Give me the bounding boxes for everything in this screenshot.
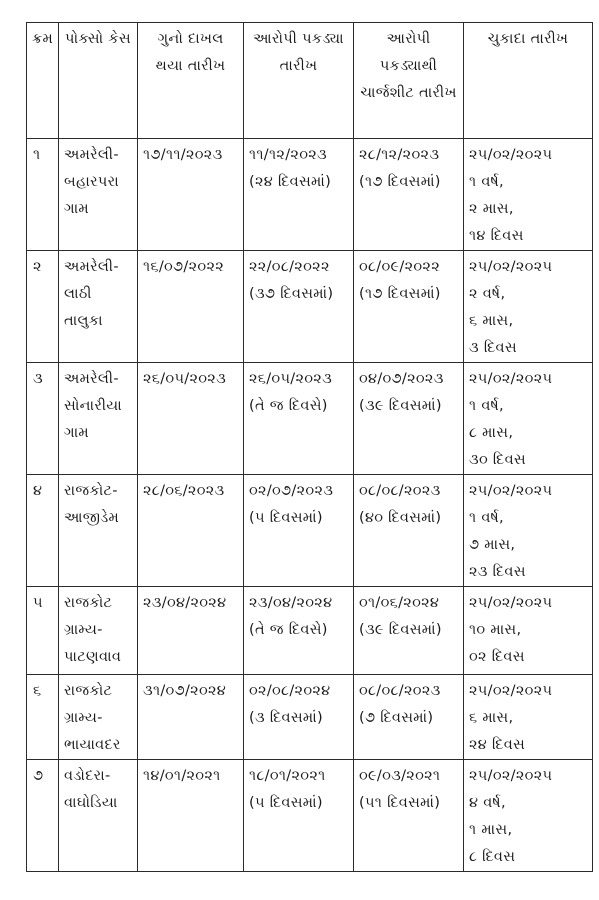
case-line: તાલુકા <box>64 313 103 329</box>
verdict-date: ૨૫/૦૨/૨૦૨૫ <box>469 483 553 499</box>
case-line: ગ્રામ્ય- <box>64 710 103 726</box>
arrest-note: (૫ દિવસમાં) <box>249 510 323 526</box>
verdict-cell <box>464 139 593 251</box>
verdict-years: ૧ વર્ષ, <box>469 398 504 414</box>
header-row <box>27 23 593 139</box>
filing-date-cell: ૧૬/૦૭/૨૦૨૨ <box>138 251 244 363</box>
verdict-cell <box>464 475 593 587</box>
arrest-note: (૩૭ દિવસમાં) <box>249 286 334 302</box>
verdict-months: ૧૦ માસ, <box>469 622 522 638</box>
verdict-months: ૨ માસ, <box>469 201 514 217</box>
chargesheet-date-cell <box>354 675 464 760</box>
case-line: ભાયાવદર <box>64 737 121 753</box>
verdict-days: ૩૦ દિવસ <box>469 452 526 468</box>
chargesheet-date-cell <box>354 363 464 475</box>
filing-date-cell: ૧૭/૧૧/૨૦૨૩ <box>138 139 244 251</box>
verdict-days: ૮ દિવસ <box>469 849 516 865</box>
arrest-date-cell <box>244 587 354 675</box>
case-line: ગામ <box>64 201 89 217</box>
case-line: ગ્રામ્ય- <box>64 622 103 638</box>
arrest-date: ૨૬/૦૫/૨૦૨૩ <box>249 371 333 387</box>
table-row <box>27 251 593 363</box>
case-cell <box>59 760 138 872</box>
pocso-cases-table <box>26 22 593 872</box>
case-line: રાજકોટ <box>64 595 113 611</box>
case-line: ગામ <box>64 425 89 441</box>
arrest-note: (૨૪ દિવસમાં) <box>249 174 332 190</box>
chargesheet-date-cell <box>354 475 464 587</box>
verdict-months: ૧ માસ, <box>469 822 513 838</box>
case-cell <box>59 139 138 251</box>
chargesheet-note: (૩૯ દિવસમાં) <box>359 398 442 414</box>
chargesheet-date-cell <box>354 139 464 251</box>
serial-cell: ૭ <box>27 760 59 872</box>
table-row <box>27 675 593 760</box>
case-line: અમરેલી- <box>64 259 119 275</box>
serial-cell: ૨ <box>27 251 59 363</box>
filing-date-cell: ૨૬/૦૫/૨૦૨૩ <box>138 363 244 475</box>
verdict-months: ૬ માસ, <box>469 710 514 726</box>
verdict-days: ૨૪ દિવસ <box>469 737 526 753</box>
case-line: વાઘોડિયા <box>64 795 118 811</box>
chargesheet-note: (૩૯ દિવસમાં) <box>359 622 442 638</box>
verdict-days: ૧૪ દિવસ <box>469 228 524 244</box>
arrest-date-cell <box>244 251 354 363</box>
arrest-date-cell <box>244 475 354 587</box>
verdict-cell <box>464 760 593 872</box>
serial-cell: ૫ <box>27 587 59 675</box>
case-line: અમરેલી- <box>64 371 119 387</box>
arrest-date: ૨૩/૦૪/૨૦૨૪ <box>249 595 333 611</box>
verdict-date: ૨૫/૦૨/૨૦૨૫ <box>469 259 553 275</box>
arrest-date: ૦૨/૦૮/૨૦૨૪ <box>249 683 331 699</box>
arrest-note: (૩ દિવસમાં) <box>249 710 323 726</box>
case-line: લાઠી <box>64 286 92 302</box>
header-arrest-date: આરોપી પકડ્યા તારીખ <box>244 23 354 139</box>
verdict-date: ૨૫/૦૨/૨૦૨૫ <box>469 147 553 163</box>
filing-date-cell: ૩૧/૦૭/૨૦૨૪ <box>138 675 244 760</box>
table-row <box>27 760 593 872</box>
case-cell <box>59 675 138 760</box>
verdict-cell <box>464 675 593 760</box>
verdict-years: ૧ વર્ષ, <box>469 174 504 190</box>
chargesheet-date: ૦૪/૦૭/૨૦૨૩ <box>359 371 444 387</box>
table-row <box>27 475 593 587</box>
verdict-date: ૨૫/૦૨/૨૦૨૫ <box>469 595 553 611</box>
case-line: વડોદરા- <box>64 768 111 784</box>
verdict-date: ૨૫/૦૨/૨૦૨૫ <box>469 683 553 699</box>
case-line: રાજકોટ <box>64 683 113 699</box>
arrest-date-cell <box>244 363 354 475</box>
header-pocso-case: પોક્સો કેસ <box>59 23 138 139</box>
chargesheet-note: (૪૦ દિવસમાં) <box>359 510 442 526</box>
verdict-years: ૪ વર્ષ, <box>469 795 506 811</box>
arrest-date: ૦૨/૦૭/૨૦૨૩ <box>249 483 334 499</box>
arrest-date: ૧૧/૧૨/૨૦૨૩ <box>249 147 328 163</box>
case-line: આજીડેમ <box>64 510 120 526</box>
case-line: અમરેલી- <box>64 147 119 163</box>
table-row <box>27 587 593 675</box>
chargesheet-date-cell <box>354 587 464 675</box>
case-line: બહારપરા <box>64 174 119 190</box>
verdict-cell <box>464 587 593 675</box>
verdict-cell <box>464 251 593 363</box>
serial-cell: ૧ <box>27 139 59 251</box>
case-cell <box>59 363 138 475</box>
case-line: રાજકોટ- <box>64 483 118 499</box>
chargesheet-note: (૧૭ દિવસમાં) <box>359 174 441 190</box>
chargesheet-date-cell <box>354 251 464 363</box>
chargesheet-date: ૦૧/૦૬/૨૦૨૪ <box>359 595 440 611</box>
chargesheet-date: ૦૮/૦૮/૨૦૨૩ <box>359 483 441 499</box>
filing-date-cell: ૨૮/૦૬/૨૦૨૩ <box>138 475 244 587</box>
verdict-months: ૮ માસ, <box>469 425 514 441</box>
verdict-cell <box>464 363 593 475</box>
verdict-date: ૨૫/૦૨/૨૦૨૫ <box>469 768 553 784</box>
case-line: પાટણવાવ <box>64 649 122 665</box>
arrest-note: (તે જ દિવસે) <box>249 622 328 638</box>
arrest-note: (તે જ દિવસે) <box>249 398 328 414</box>
case-line: સોનારીયા <box>64 398 122 414</box>
chargesheet-note: (૭ દિવસમાં) <box>359 710 434 726</box>
header-serial: ક્રમ <box>27 23 59 139</box>
verdict-years: ૨ વર્ષ, <box>469 286 506 302</box>
chargesheet-date: ૦૮/૦૯/૨૦૨૨ <box>359 259 441 275</box>
arrest-date: ૨૨/૦૮/૨૦૨૨ <box>249 259 330 275</box>
serial-cell: ૩ <box>27 363 59 475</box>
arrest-date-cell <box>244 760 354 872</box>
chargesheet-date: ૦૮/૦૮/૨૦૨૩ <box>359 683 441 699</box>
chargesheet-date: ૦૯/૦૩/૨૦૨૧ <box>359 768 441 784</box>
case-cell <box>59 587 138 675</box>
chargesheet-date: ૨૮/૧૨/૨૦૨૩ <box>359 147 440 163</box>
header-filing-date: ગુનો દાખલ થયા તારીખ <box>138 23 244 139</box>
header-verdict-date: ચુકાદા તારીખ <box>464 23 593 139</box>
verdict-days: ૦૨ દિવસ <box>469 649 525 665</box>
table-row <box>27 139 593 251</box>
case-cell <box>59 251 138 363</box>
case-cell <box>59 475 138 587</box>
filing-date-cell: ૨૩/૦૪/૨૦૨૪ <box>138 587 244 675</box>
arrest-date-cell <box>244 139 354 251</box>
arrest-note: (૫ દિવસમાં) <box>249 795 323 811</box>
chargesheet-note: (૫૧ દિવસમાં) <box>359 795 441 811</box>
verdict-years: ૧ વર્ષ, <box>469 510 504 526</box>
verdict-months: ૬ માસ, <box>469 313 514 329</box>
verdict-date: ૨૫/૦૨/૨૦૨૫ <box>469 371 553 387</box>
table-row <box>27 363 593 475</box>
filing-date-cell: ૧૪/૦૧/૨૦૨૧ <box>138 760 244 872</box>
verdict-months: ૭ માસ, <box>469 537 516 553</box>
serial-cell: ૪ <box>27 475 59 587</box>
verdict-days: ૨૩ દિવસ <box>469 564 526 580</box>
arrest-date-cell <box>244 675 354 760</box>
verdict-days: ૩ દિવસ <box>469 340 517 356</box>
header-chargesheet-date: આરોપી પકડ્યાથી ચાર્જશીટ તારીખ <box>354 23 464 139</box>
serial-cell: ૬ <box>27 675 59 760</box>
chargesheet-note: (૧૭ દિવસમાં) <box>359 286 441 302</box>
chargesheet-date-cell <box>354 760 464 872</box>
arrest-date: ૧૮/૦૧/૨૦૨૧ <box>249 768 326 784</box>
